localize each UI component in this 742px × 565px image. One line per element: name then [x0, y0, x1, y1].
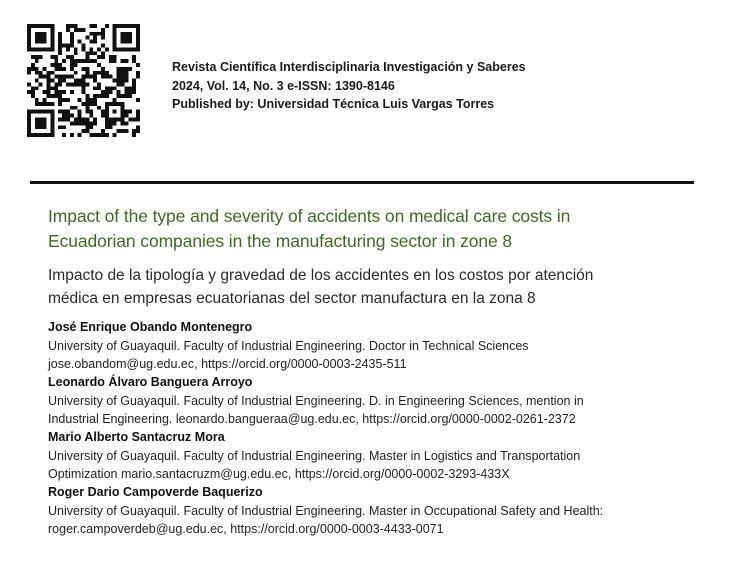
- author-affiliation: University of Guayaquil. Faculty of Industrial Engineering. Master in Logistics and Transportation: [48, 449, 581, 463]
- author-list: [48, 318, 728, 538]
- author-contact: Optimization mario.santacruzm@ug.edu.ec, https://orcid.org/0000-0002-3293-433X: [48, 467, 510, 481]
- journal-info: [172, 58, 526, 114]
- author-affiliation: University of Guayaquil. Faculty of Industrial Engineering. Master in Occupational Safety and Health:: [48, 504, 604, 518]
- title-en-line: Impact of the type and severity of accidents on medical care costs in: [48, 206, 571, 226]
- author-block: [48, 483, 728, 538]
- author-affiliation: University of Guayaquil. Faculty of Industrial Engineering. Doctor in Technical Sciences: [48, 339, 529, 353]
- qr-code-icon: [27, 24, 140, 137]
- title-es-line: médica en empresas ecuatorianas del sector manufactura en la zona 8: [48, 290, 536, 307]
- article-title-spanish: [48, 264, 688, 310]
- author-name: Roger Dario Campoverde Baquerizo: [48, 485, 263, 499]
- title-es-line: Impacto de la tipología y gravedad de los accidentes en los costos por atención: [48, 267, 594, 284]
- author-name: Leonardo Álvaro Banguera Arroyo: [48, 375, 253, 389]
- journal-volume: 2024, Vol. 14, No. 3 e-ISSN: 1390-8146: [172, 78, 395, 93]
- author-contact: Industrial Engineering. leonardo.bangueraa@ug.edu.ec, https://orcid.org/0000-0002-0261-2372: [48, 412, 576, 426]
- author-contact: roger.campoverdeb@ug.edu.ec, https://orcid.org/0000-0003-4433-0071: [48, 522, 444, 536]
- author-name: Mario Alberto Santacruz Mora: [48, 430, 225, 444]
- author-name: José Enrique Obando Montenegro: [48, 320, 253, 334]
- journal-publisher: Published by: Universidad Técnica Luis Vargas Torres: [172, 97, 495, 111]
- author-block: [48, 428, 728, 483]
- author-block: [48, 318, 728, 373]
- author-contact: jose.obandom@ug.edu.ec, https://orcid.org/0000-0003-2435-511: [48, 357, 407, 371]
- header-divider: [30, 181, 694, 184]
- author-block: [48, 373, 728, 428]
- article-title-english: [48, 204, 688, 254]
- title-en-line: Ecuadorian companies in the manufacturing sector in zone 8: [48, 231, 513, 251]
- journal-name: Revista Científica Interdisciplinaria Investigación y Saberes: [172, 60, 526, 74]
- author-affiliation: University of Guayaquil. Faculty of Industrial Engineering. D. in Engineering Sciences, mention in: [48, 394, 584, 408]
